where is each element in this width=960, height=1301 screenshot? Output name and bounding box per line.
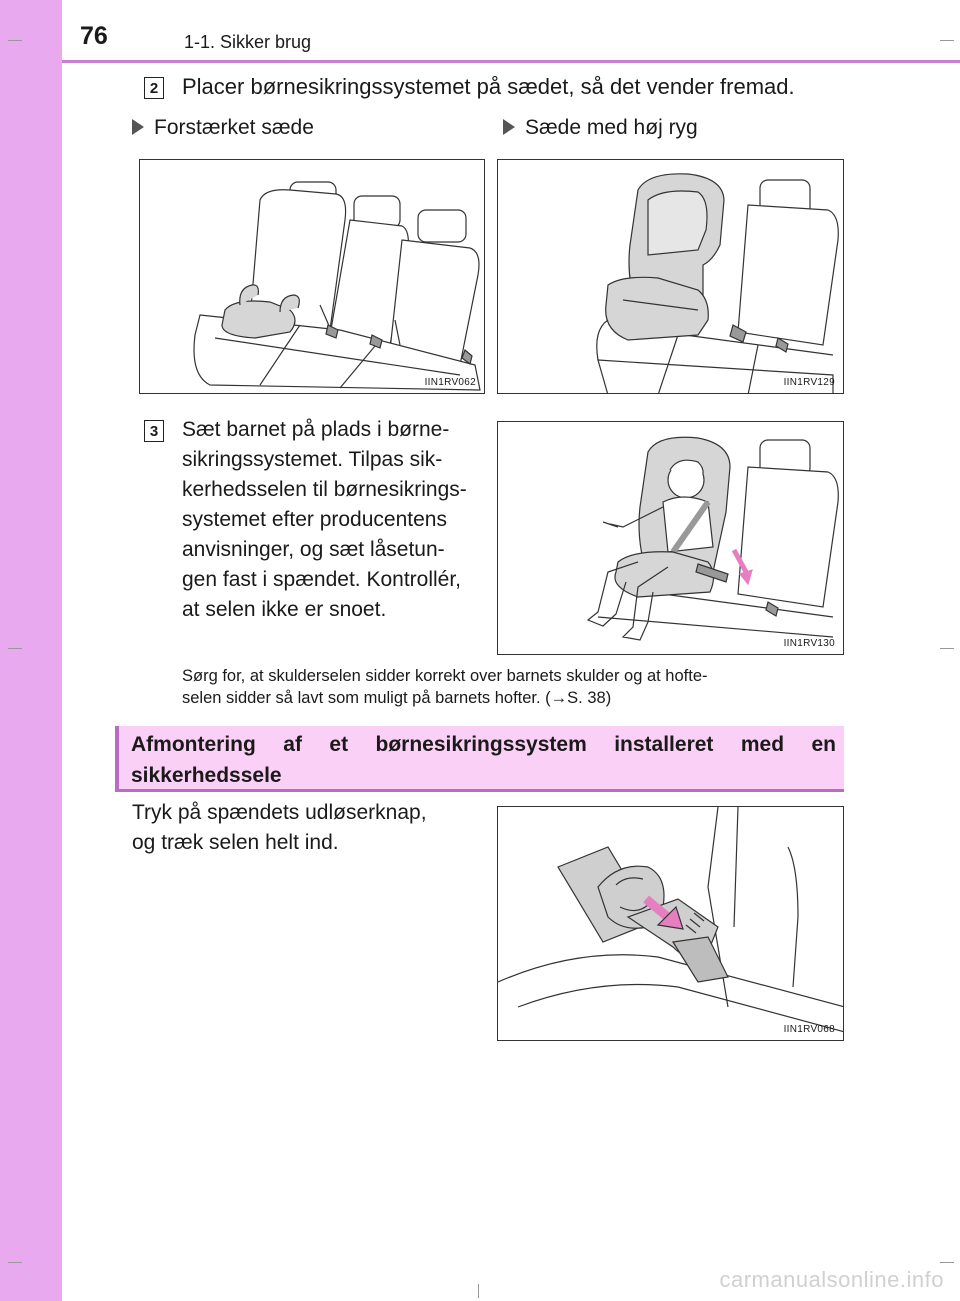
figure-buckle-release: [497, 806, 844, 1041]
arrow-bullet-icon: [503, 119, 515, 135]
figure-child-seated: [497, 421, 844, 655]
crop-mark: [940, 1262, 954, 1263]
note-line: selen sidder så lavt som muligt på barnets hofter. (→S. 38): [182, 689, 612, 707]
running-header: 1-1. Sikker brug: [184, 32, 312, 52]
footer-watermark: carmanualsonline.info: [719, 1267, 944, 1292]
section-heading-box: [115, 726, 844, 792]
crop-mark: [478, 1284, 479, 1298]
step-2-text: Placer børnesikringssystemet på sædet, så det vender fremad.: [182, 74, 795, 99]
step-3-line: at selen ikke er snoet.: [182, 598, 387, 621]
buckle-illustration: [498, 807, 844, 1041]
crop-mark: [940, 648, 954, 649]
figure-code: IIN1RV068: [783, 1024, 835, 1035]
step-2-badge: 2: [144, 77, 164, 99]
highback-seat-illustration: [498, 160, 844, 394]
chapter-sidebar: [0, 0, 62, 1301]
removal-line: Tryk på spændets udløserknap,: [132, 801, 427, 824]
step-3-line: Sæt barnet på plads i børne-: [182, 418, 450, 441]
option-booster-label: Forstærket sæde: [154, 116, 314, 139]
option-highback: [503, 116, 698, 140]
removal-line: og træk selen helt ind.: [132, 831, 339, 854]
figure-highback-seat: [497, 159, 844, 394]
figure-code: IIN1RV130: [783, 638, 835, 649]
header-rule: [62, 60, 960, 63]
figure-code: IIN1RV129: [783, 377, 835, 388]
step-3-line: sikringssystemet. Tilpas sik-: [182, 448, 443, 471]
child-seated-illustration: [498, 422, 844, 655]
step-3-line: gen fast i spændet. Kontrollér,: [182, 568, 461, 591]
step-3-badge: 3: [144, 420, 164, 442]
crop-mark: [8, 648, 22, 649]
step-3-line: systemet efter producentens: [182, 508, 447, 531]
crop-mark: [940, 40, 954, 41]
step-3-line: anvisninger, og sæt låsetun-: [182, 538, 445, 561]
step-3-line: kerhedsselen til børnesikrings-: [182, 478, 467, 501]
note-line: Sørg for, at skulderselen sidder korrekt over barnets skulder og at hofte-: [182, 667, 708, 685]
figure-booster-seat: [139, 159, 485, 394]
arrow-bullet-icon: [132, 119, 144, 135]
crop-mark: [8, 40, 22, 41]
option-booster: [132, 116, 314, 140]
section-title: Afmontering af et børnesikringssystem installeret med en sikkerhedssele: [131, 733, 836, 787]
booster-seat-illustration: [140, 160, 485, 394]
option-highback-label: Sæde med høj ryg: [525, 116, 698, 139]
page-number: 76: [80, 22, 108, 50]
figure-code: IIN1RV062: [424, 377, 476, 388]
crop-mark: [8, 1262, 22, 1263]
